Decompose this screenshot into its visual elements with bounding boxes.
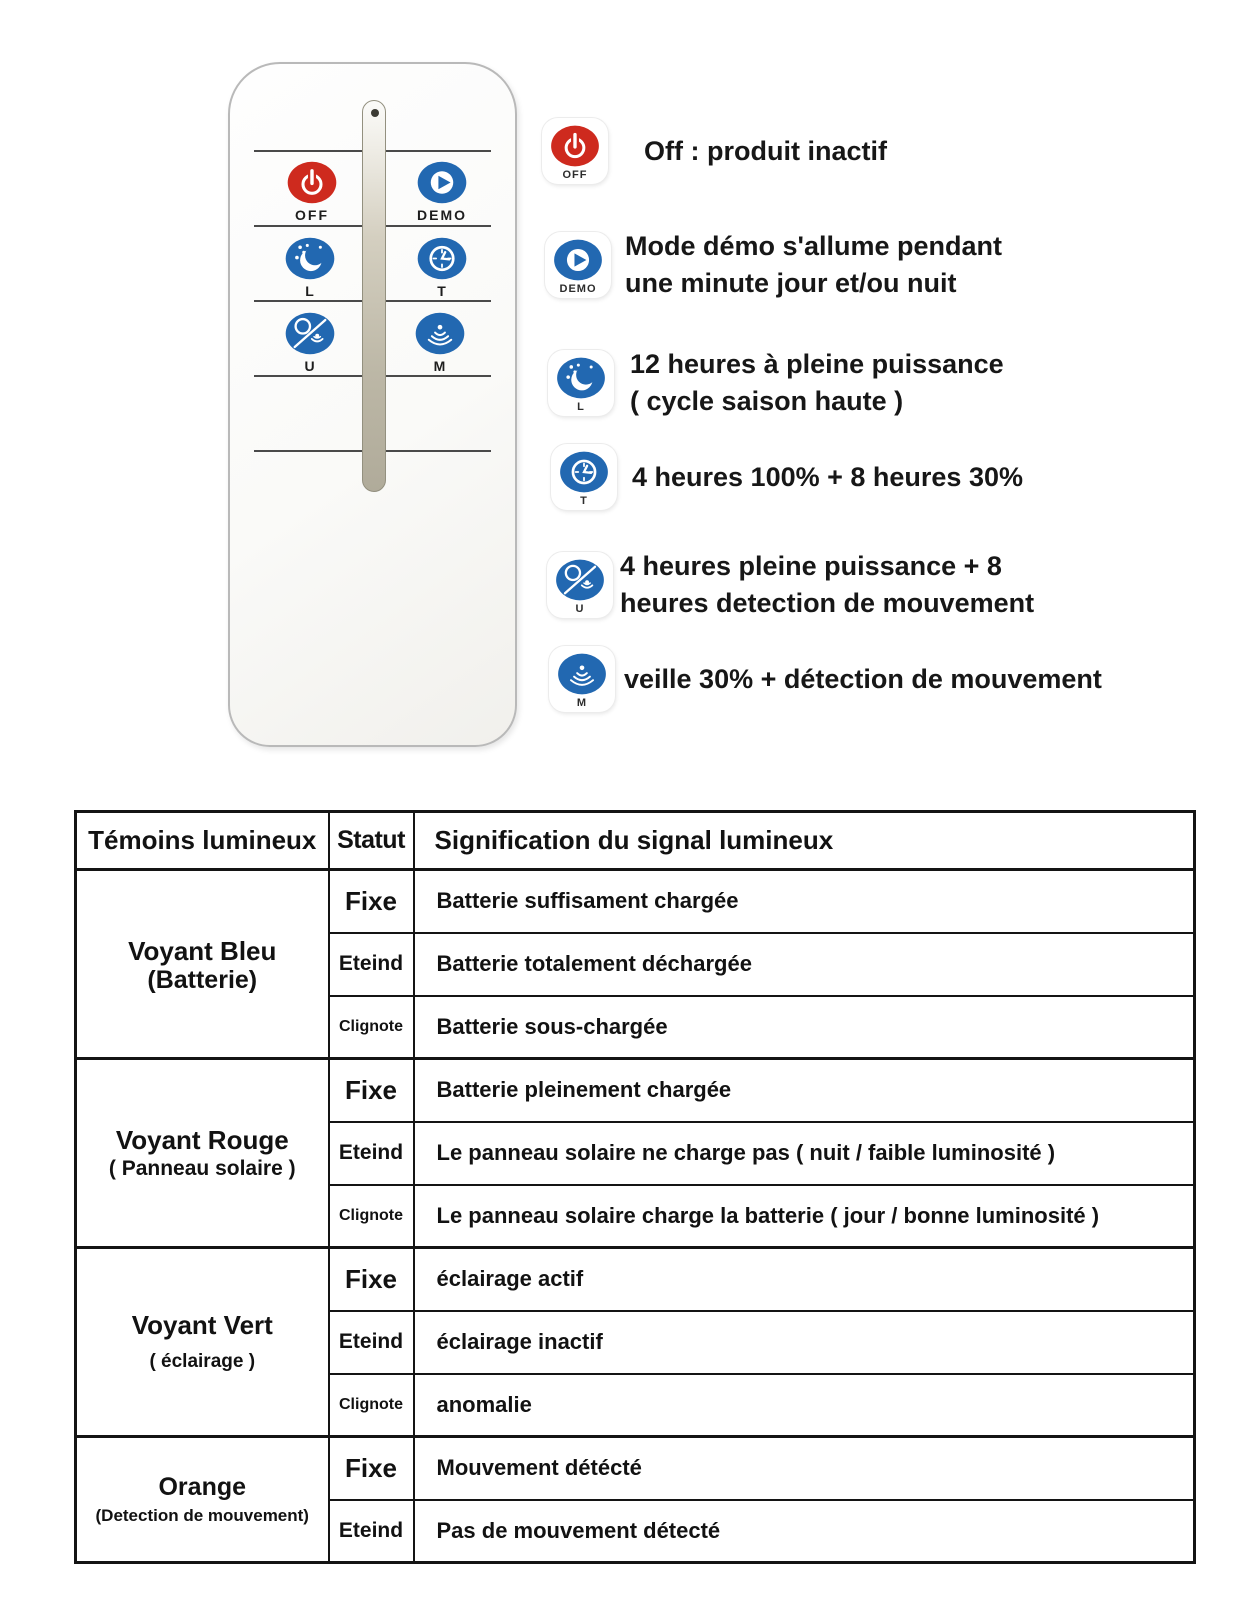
legend-item-t [551, 444, 1023, 510]
legend-item-l [548, 346, 1004, 420]
key-label: T [580, 495, 588, 507]
signification-cell: Batterie pleinement chargée [414, 1059, 1195, 1122]
legend-line: heures detection de mouvement [620, 588, 1035, 618]
t-key [551, 444, 617, 510]
table-row [76, 870, 1195, 933]
statut-cell: Fixe [329, 870, 414, 933]
l-key [548, 350, 614, 416]
table-body [76, 870, 1195, 1563]
moon-motion-icon [283, 310, 337, 357]
indicator-name-cell [76, 1248, 329, 1437]
clock-icon [557, 449, 611, 495]
remote-button-off [284, 159, 340, 223]
legend-text [644, 133, 887, 170]
indicator-name: Orange [158, 1472, 247, 1501]
statut-cell: Clignote [329, 1374, 414, 1437]
remote-button-label: U [304, 358, 316, 374]
statut-cell: Fixe [329, 1437, 414, 1500]
indicator-subtitle: ( Panneau solaire ) [108, 1157, 296, 1180]
remote-button-demo [414, 159, 470, 223]
indicator-name: Voyant Rouge [115, 1125, 289, 1155]
table-row [76, 1059, 1195, 1122]
moon-motion-icon [553, 557, 607, 603]
legend-text [625, 228, 1002, 302]
remote-button-label: T [437, 283, 447, 299]
legend-item-u [547, 548, 1034, 622]
signification-cell: Mouvement détécté [414, 1437, 1195, 1500]
indicator-subtitle: ( éclairage ) [149, 1351, 256, 1372]
indicator-table [74, 810, 1196, 1564]
motion-icon [555, 651, 609, 697]
remote-control [228, 62, 517, 747]
legend-line: 12 heures à pleine puissance [630, 349, 1004, 379]
statut-cell: Clignote [329, 996, 414, 1059]
play-icon [415, 159, 469, 206]
legend-text [620, 548, 1034, 622]
statut-cell: Eteind [329, 933, 414, 996]
indicator-name-cell [76, 1059, 329, 1248]
legend-line: Mode démo s'allume pendant [625, 231, 1002, 261]
indicator-name: Voyant Bleu [128, 936, 277, 966]
header-statut: Statut [329, 812, 414, 870]
remote-button-label: M [433, 358, 447, 374]
antenna-strip [362, 100, 386, 492]
key-label: L [577, 401, 585, 413]
legend-item-off [542, 118, 887, 184]
indicator-name-cell [76, 1437, 329, 1563]
signification-cell: anomalie [414, 1374, 1195, 1437]
legend-item-demo [545, 228, 1002, 302]
moon-icon [554, 355, 608, 401]
legend-item-m [549, 646, 1102, 712]
demo-key [545, 232, 611, 298]
statut-cell: Eteind [329, 1500, 414, 1563]
antenna-hole [371, 109, 379, 117]
key-label: OFF [562, 169, 588, 181]
legend-text [632, 459, 1023, 496]
u-key [547, 552, 613, 618]
clock-icon [415, 235, 469, 282]
statut-cell: Fixe [329, 1059, 414, 1122]
legend-text [624, 661, 1102, 698]
legend-line: une minute jour et/ou nuit [625, 268, 957, 298]
off-key [542, 118, 608, 184]
remote-button-l [282, 235, 338, 299]
remote-button-t [414, 235, 470, 299]
key-label: DEMO [559, 283, 597, 295]
power-icon [548, 123, 602, 169]
table-header-row [76, 812, 1195, 870]
legend-line: 4 heures 100% + 8 heures 30% [632, 461, 1023, 492]
moon-icon [283, 235, 337, 282]
m-key [549, 646, 615, 712]
indicator-subtitle: (Detection de mouvement) [95, 1505, 309, 1525]
signification-cell: éclairage inactif [414, 1311, 1195, 1374]
header-temoins: Témoins lumineux [76, 812, 329, 870]
indicator-name-cell [76, 870, 329, 1059]
remote-button-u [282, 310, 338, 374]
key-label: M [576, 697, 588, 709]
signification-cell: Batterie suffisament chargée [414, 870, 1195, 933]
header-signification: Signification du signal lumineux [414, 812, 1195, 870]
remote-button-label: L [305, 283, 315, 299]
signification-cell: Pas de mouvement détecté [414, 1500, 1195, 1563]
table-row [76, 1437, 1195, 1500]
legend-line: Off : produit inactif [644, 135, 887, 166]
legend-line: veille 30% + détection de mouvement [624, 663, 1102, 694]
table-row [76, 1248, 1195, 1311]
remote-button-label: DEMO [417, 207, 467, 223]
indicator-subtitle: (Batterie) [147, 966, 258, 994]
statut-cell: Fixe [329, 1248, 414, 1311]
signification-cell: éclairage actif [414, 1248, 1195, 1311]
statut-cell: Eteind [329, 1311, 414, 1374]
statut-cell: Clignote [329, 1185, 414, 1248]
signification-cell: Le panneau solaire charge la batterie ( jour / bonne luminosité ) [414, 1185, 1195, 1248]
indicator-name: Voyant Vert [131, 1310, 273, 1340]
signification-cell: Le panneau solaire ne charge pas ( nuit / faible luminosité ) [414, 1122, 1195, 1185]
remote-button-label: OFF [295, 207, 329, 223]
signification-cell: Batterie totalement déchargée [414, 933, 1195, 996]
key-label: U [575, 603, 585, 615]
signification-cell: Batterie sous-chargée [414, 996, 1195, 1059]
motion-icon [413, 310, 467, 357]
statut-cell: Eteind [329, 1122, 414, 1185]
legend-text [630, 346, 1004, 420]
play-icon [551, 237, 605, 283]
remote-button-m [412, 310, 468, 374]
legend-line: 4 heures pleine puissance + 8 [620, 551, 1002, 581]
legend-line: ( cycle saison haute ) [630, 386, 904, 416]
power-icon [285, 159, 339, 206]
